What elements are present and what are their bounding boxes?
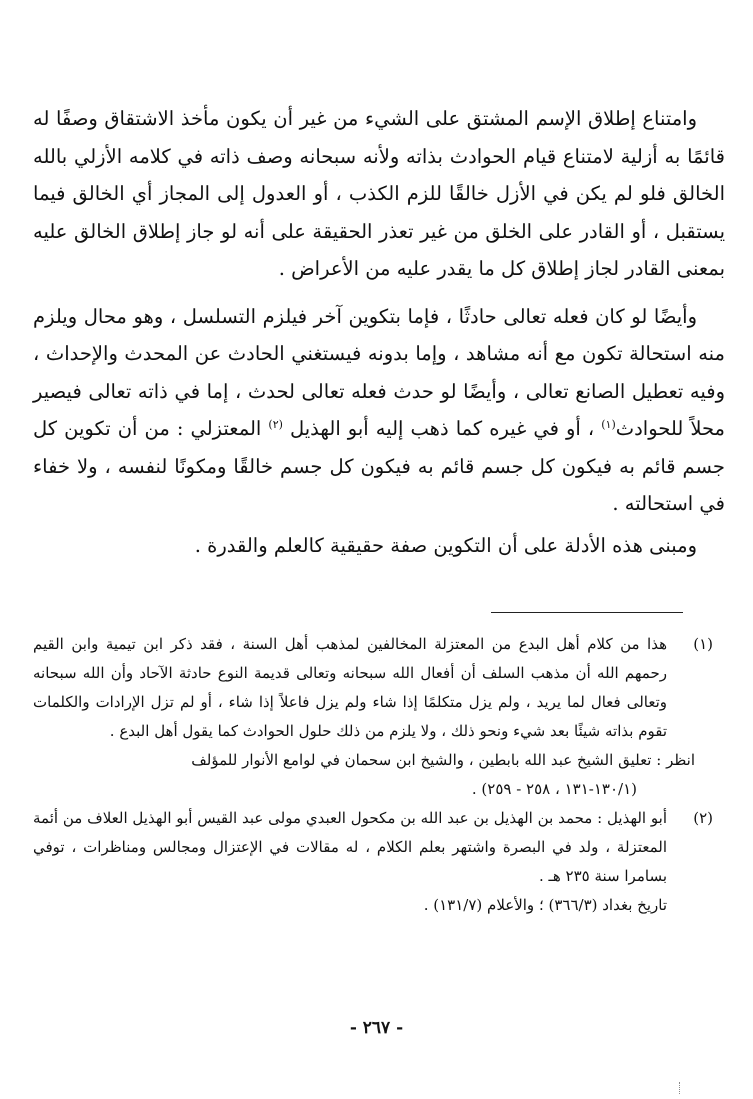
- paragraph-1: وامتناع إطلاق الإسم المشتق على الشيء من غير أن يكون مأخذ الاشتقاق وصفًا له قائمًا به أزلية لامتناع قيام الحوادث بذاته ولأنه سبحانه وصف ذاته في كلامه الأزلي بالله الخالق فلو لم يكن في الأزل خالقًا للزم الكذب ، أو العدول إلى المجاز أي الخالق فيما يستقبل ، أو القادر على الخلق من غير تعذر الحقيقة على أنه لو جاز إطلاق الخالق عليه بمعنى القادر لجاز إطلاق كل ما يقدر عليه من الأعراض .: [33, 107, 725, 280]
- footnote-2-text: أبو الهذيل : محمد بن الهذيل بن عبد الله بن مكحول العبدي مولى عبد القيس أبو الهذيل العلاف من أئمة المعتزلة ، ولد في البصرة واشتهر بعلم الكلام ، له مقالات في الإعتزال ومجالس ومناظرات ، توفي بسامرا سنة ٢٣٥ هـ .: [33, 809, 667, 885]
- paragraph-2-part-3: المعتزلي : من أن تكوين كل جسم قائم به فيكون كل جسم قائم به فيكون كل جسم خالقًا ومكونًا لنفسه ، ولا خفاء في استحالته .: [33, 417, 725, 515]
- footnote-2-reference: تاريخ بغداد (٣٦٦/٣) ؛ والأعلام (١٣١/٧) .: [423, 896, 667, 914]
- footnotes: [33, 630, 725, 920]
- footnote-1-reference-line-2: (١٣٠/١-١٣١ ، ٢٥٨ - ٢٥٩) .: [471, 780, 637, 798]
- page-number: - ٢٦٧ -: [349, 1018, 404, 1038]
- footnote-2-number: (٢): [693, 809, 713, 827]
- footnote-ref-1[interactable]: (١): [601, 418, 616, 431]
- scan-edge-mark: [679, 1082, 682, 1094]
- paragraph-2-part-2: ، أو في غيره كما ذهب إليه أبو الهذيل: [282, 417, 602, 440]
- footnote-divider: [491, 612, 683, 613]
- paragraph-3: ومبنى هذه الأدلة على أن التكوين صفة حقيقية كالعلم والقدرة .: [194, 533, 697, 557]
- footnote-1-text: هذا من كلام أهل البدع من المعتزلة المخالفين لمذهب أهل السنة ، فقد ذكر ابن تيمية وابن القيم رحمهم الله أن مذهب السلف أن أفعال الله سبحانه وتعالى قديمة النوع حادثة الآحاد وأن الله سبحانه وتعالى فعال لما يريد ، ولم يزل متكلمًا إذا شاء ولم يزل فاعلاً إذا شاء ، أو لم تزل الإرادات والكلمات تقوم بذاته شيئًا بعد شيء ونحو ذلك ، ولا يلزم من ذلك حلول الحوادث كما يقول أهل البدع .: [33, 635, 667, 740]
- paragraph-2: [33, 298, 725, 523]
- footnote-1: [33, 630, 725, 746]
- main-text: [33, 100, 725, 564]
- footnote-1-reference-line-1: انظر : تعليق الشيخ عبد الله بابطين ، والشيخ ابن سحمان في لوامع الأنوار للمؤلف: [191, 751, 695, 769]
- footnote-ref-2[interactable]: (٢): [268, 418, 283, 431]
- paragraph-2-part-1: وأيضًا لو كان فعله تعالى حادثًا ، فإما بتكوين آخر فيلزم التسلسل ، وهو محال ويلزم منه استحالة تكون مع أنه مشاهد ، وإما بدونه فيستغني الحادث عن المحدث والإحداث ، وفيه تعطيل الصانع تعالى ، وأيضًا لو حدث فعله تعالى لحدث ، إما في ذاته تعالى فيصير محلاً للحوادث: [33, 304, 725, 440]
- footnote-1-number: (١): [693, 635, 713, 653]
- footnote-1-reference: [33, 746, 725, 804]
- footnote-2: [33, 804, 725, 920]
